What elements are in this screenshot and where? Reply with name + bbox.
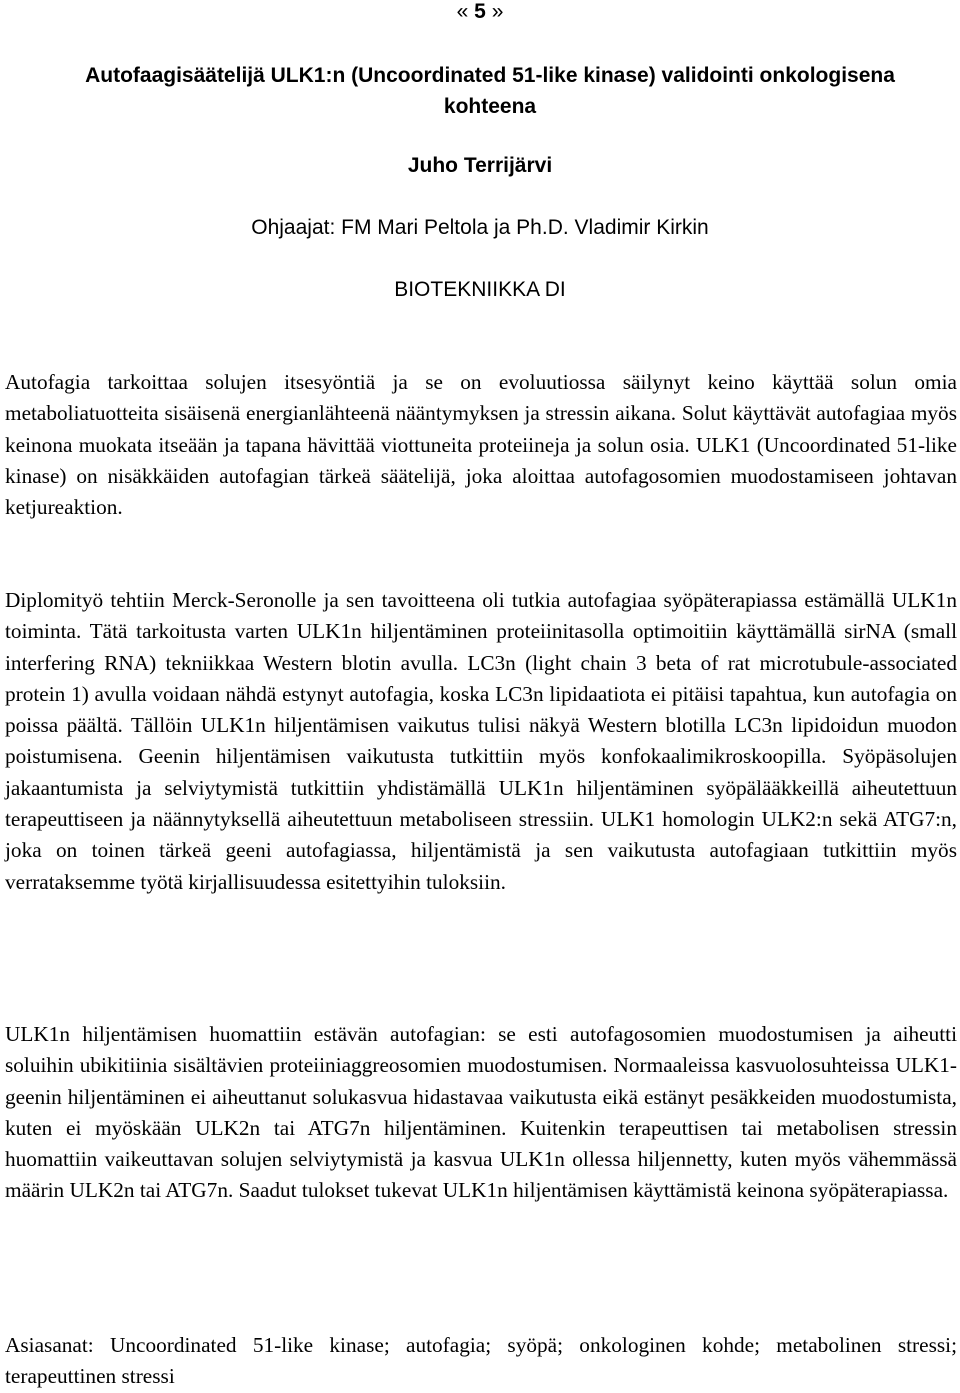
page-number-close: » [491,0,504,23]
abstract-paragraph-3: ULK1n hiljentämisen huomattiin estävän autofagian: se esti autofagosomien muodostumisen ja aiheutti soluihin ubikitiinia sisältävien proteiiniaggreosomien muodostumisen. Normaaleissa kasvuolosuhteissa ULK1-geenin hiljentäminen ei aiheuttanut solukasvua hidastavaa vaikutusta eikä estänyt pesäkkeiden muodostumista, kuten ei myöskään ULK2n tai ATG7n hiljentäminen. Kuitenkin terapeuttisen tai metabolisen stressin huomattiin vaikeuttavan solujen selviytymistä ja kasvua ULK1n ollessa hiljennetty, kuten myös vähemmässä määrin ULK2n tai ATG7n. Saadut tulokset tukevat ULK1n hiljentämisen käyttämistä keinona syöpäterapiassa. [5,1022,957,1203]
page-number [0,0,960,24]
abstract-paragraph-2: Diplomityö tehtiin Merck-Seronolle ja sen tavoitteena oli tutkia autofagiaa syöpäterapiassa estämällä ULK1n toiminta. Tätä tarkoitusta varten ULK1n hiljentäminen proteiinitasolla optimoitiin käyttämällä sirNA (small interfering RNA) tekniikkaa Western blotin avulla. LC3n (light chain 3 beta of rat microtubule-associated protein 1) avulla voidaan nähdä estynyt autofagia, koska LC3n lipidaatiota ei pitäisi tapahtua, kun autofagia on poissa päältä. Tällöin ULK1n hiljentämisen vaikutus tulisi näkyä Western blotilla LC3n lipidoidun muodon poistumisena. Geenin hiljentämisen vaikutusta tutkittiin myös konfokaalimikroskoopilla. Syöpäsolujen jakaantumista ja selviytymistä tutkittiin yhdistämällä ULK1n hiljentäminen syöpälääkkeillä aiheutettuun terapeuttiseen ja näännytyksellä aiheutettuun metaboliseen stressiin. ULK1 homologin ULK2:n sekä ATG7:n, joka on toinen tärkeä geeni autofagiassa, hiljentämistä ja sen vaikutusta autofagiaan tutkittiin myös verrataksemme työtä kirjallisuudessa esitettyihin tuloksiin. [5,588,957,894]
degree-program: BIOTEKNIIKKA DI [394,278,566,301]
page-number-open: « [456,0,469,23]
page-number-value: 5 [474,0,486,23]
supervisors: Ohjaajat: FM Mari Peltola ja Ph.D. Vladimir Kirkin [251,216,709,239]
keywords: Asiasanat: Uncoordinated 51-like kinase; autofagia; syöpä; onkologinen kohde; metabolinen stressi; terapeuttinen stressi [5,1333,957,1389]
author-name: Juho Terrijärvi [407,154,553,177]
abstract-paragraph-1: Autofagia tarkoittaa solujen itsesyöntiä ja se on evoluutiossa säilynyt keino käyttää solun omia metaboliatuotteita sisäisenä energianlähteenä nääntymyksen ja stressin aikana. Solut käyttävät autofagiaa myös keinona muokata itseään ja tapana hävittää viottuneita proteiineja ja solun osia. ULK1 (Uncoordinated 51-like kinase) on nisäkkäiden autofagian tärkeä säätelijä, joka aloittaa autofagosomien muodostamiseen johtavan ketjureaktion. [5,370,957,520]
thesis-title: Autofaagisäätelijä ULK1:n (Uncoordinated 51-like kinase) validointi onkologisena kohteena [85,64,895,118]
